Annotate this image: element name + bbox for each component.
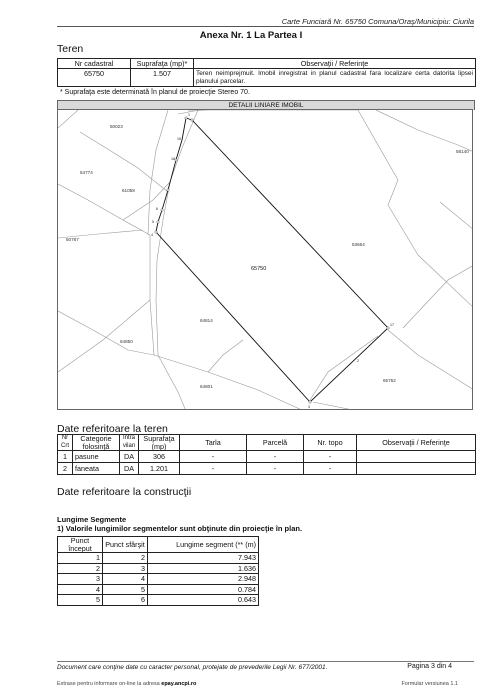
vertex-label: 6 <box>156 207 158 211</box>
vertex-label: 5 <box>152 220 154 224</box>
vertex-marker <box>161 209 163 211</box>
table-row <box>58 463 476 475</box>
parcel-label: 64801 <box>200 384 213 389</box>
cell-length: 7.943 <box>148 553 259 564</box>
cell-intravilan: DA <box>120 463 139 475</box>
boundary-line <box>208 340 243 372</box>
parcel-label: 61058 <box>122 188 135 193</box>
teren-table <box>57 58 476 87</box>
boundary-line <box>80 132 168 192</box>
parcel-label: 50023 <box>110 124 123 129</box>
boundary-line <box>376 110 473 152</box>
boundary-line <box>358 110 473 308</box>
vertex-label: 16 <box>171 157 175 161</box>
surface-note: * Suprafaţa este determinată în planul de proiecţie Stereo 70. <box>60 89 250 96</box>
vertex-marker <box>157 221 159 223</box>
parcel-label: 65752 <box>383 378 396 383</box>
segments-table <box>57 536 259 606</box>
vertex-marker <box>155 231 157 233</box>
parcel-label: 64850 <box>120 339 133 344</box>
cell-length: 0.643 <box>148 595 259 606</box>
boundary-line <box>148 110 168 235</box>
table-header-row <box>58 59 476 69</box>
cell-start: 3 <box>58 574 103 585</box>
cell-suprafata: 306 <box>139 451 180 463</box>
vertex-label: 2 <box>357 359 359 363</box>
cell-categorie: pasune <box>73 451 120 463</box>
vertex-label: 17 <box>390 323 394 327</box>
col-nr-topo: Nr. topo <box>304 435 357 451</box>
cell-end: 2 <box>103 553 148 564</box>
boundary-line <box>154 355 304 410</box>
table-row <box>58 574 259 585</box>
parcel-label: 53664 <box>352 242 365 247</box>
cell-categorie: faneata <box>73 463 120 475</box>
cell-parcela: - <box>247 463 304 475</box>
boundary-line <box>388 330 473 390</box>
col-intravilan: Intra vilan <box>120 435 139 451</box>
cell-end: 5 <box>103 584 148 595</box>
footer-page-number: Pagina 3 din 4 <box>407 663 452 670</box>
cell-start: 1 <box>58 553 103 564</box>
cell-end: 4 <box>103 574 148 585</box>
footer-info-prefix: Extrase pentru informare on-line la adresa <box>57 681 160 687</box>
segments-subheading: 1) Valorile lungimilor segmentelor sunt obţinute din proiecţie în plan. <box>57 524 303 533</box>
map-title: DETALII LINIARE IMOBIL <box>57 100 475 110</box>
boundary-line <box>313 402 358 410</box>
cell-nr-topo: - <box>304 463 357 475</box>
section-heading-date-teren: Date referitoare la teren <box>57 423 168 435</box>
cell-suprafata: 1.507 <box>131 69 194 87</box>
col-observatii: Observaţii / Referinţe <box>194 59 476 69</box>
date-teren-table <box>57 434 476 475</box>
table-row <box>58 69 476 87</box>
footer-disclaimer: Document care conţine date cu caracter personal, protejate de prevederile Legii Nr. 677/2001. <box>57 664 328 671</box>
vertex-label: 15 <box>177 137 181 141</box>
col-punct-sfarsit: Punct sfârşit <box>103 537 148 553</box>
section-heading-teren: Teren <box>57 43 84 55</box>
cadastral-map <box>57 109 473 410</box>
vertex-label: 3 <box>308 405 310 409</box>
cell-nr: 2 <box>58 463 73 475</box>
col-tarla: Tarla <box>180 435 247 451</box>
vertex-label: 4 <box>151 233 153 237</box>
col-observatii: Observaţii / Referinţe <box>357 435 476 451</box>
col-nr-cadastral: Nr cadastral <box>58 59 131 69</box>
footer-info <box>57 681 196 687</box>
col-nr-crt: Nr Crt <box>58 435 73 451</box>
table-header-row <box>58 537 259 553</box>
vertex-marker <box>387 327 389 329</box>
col-categorie: Categorie folosinţă <box>73 435 120 451</box>
table-row <box>58 553 259 564</box>
table-row <box>58 563 259 574</box>
header-divider <box>57 26 474 27</box>
cell-nr-cadastral: 65750 <box>58 69 131 87</box>
parcel-label: 50787 <box>66 237 79 242</box>
cell-tarla: - <box>180 463 247 475</box>
boundary-line <box>156 110 198 355</box>
vertex-marker <box>191 119 193 121</box>
table-row <box>58 584 259 595</box>
segments-heading: Lungime Segmente <box>57 515 127 524</box>
cell-length: 2.948 <box>148 574 259 585</box>
cell-end: 3 <box>103 563 148 574</box>
map-svg <box>58 110 473 410</box>
footer-divider <box>57 661 474 662</box>
table-header-row <box>58 435 476 451</box>
boundary-line <box>158 355 186 410</box>
boundary-line <box>150 235 154 355</box>
section-heading-date-constructii: Date referitoare la construcţii <box>57 486 192 498</box>
footer-form-version: Formular versiunea 1.1 <box>401 681 458 687</box>
vertex-marker <box>185 117 187 119</box>
cell-tarla: - <box>180 451 247 463</box>
parcel-label: 64814 <box>200 318 213 323</box>
vertex-label: 1 <box>188 113 190 117</box>
cell-nr-topo: - <box>304 451 357 463</box>
parcel-label: 58140 <box>456 149 469 154</box>
annex-title: Anexa Nr. 1 La Partea I <box>199 30 303 41</box>
col-lungime: Lungime segment (** (m) <box>148 537 259 553</box>
boundary-line <box>310 336 378 400</box>
cell-nr: 1 <box>58 451 73 463</box>
parcel-label: 54774 <box>80 170 93 175</box>
table-row <box>58 595 259 606</box>
boundary-line <box>440 202 473 230</box>
vertex-marker <box>167 189 169 191</box>
col-suprafata: Suprafaţa (mp) <box>139 435 180 451</box>
cell-length: 1.636 <box>148 563 259 574</box>
boundary-line <box>403 265 473 328</box>
cell-intravilan: DA <box>120 451 139 463</box>
boundary-line <box>58 184 150 235</box>
footer-info-link[interactable]: epay.ancpi.ro <box>161 681 197 687</box>
col-suprafata: Suprafaţa (mp)* <box>131 59 194 69</box>
cell-suprafata: 1.201 <box>139 463 180 475</box>
cell-length: 0.784 <box>148 584 259 595</box>
cell-start: 2 <box>58 563 103 574</box>
boundary-line <box>58 110 78 128</box>
vertex-marker <box>309 401 311 403</box>
table-row <box>58 451 476 463</box>
cell-end: 6 <box>103 595 148 606</box>
vertex-marker <box>175 159 177 161</box>
cell-observatii: Teren neimprejmuit. Imobil inregistrat in planul cadastral fara localizare certa datorita lipsei planului parcelar. <box>194 69 476 87</box>
cell-obs <box>357 451 476 463</box>
cell-parcela: - <box>247 451 304 463</box>
main-parcel-outline <box>156 118 388 402</box>
boundary-line <box>58 311 154 355</box>
header-cf-line: Carte Funciară Nr. 65750 Comuna/Oraş/Municipiu: Ciurila <box>281 17 474 26</box>
col-parcela: Parcelă <box>247 435 304 451</box>
cell-start: 4 <box>58 584 103 595</box>
cell-start: 5 <box>58 595 103 606</box>
boundary-line <box>188 110 358 111</box>
col-punct-inceput: Punct început <box>58 537 103 553</box>
main-parcel-label: 65750 <box>251 266 267 272</box>
cell-obs <box>357 463 476 475</box>
